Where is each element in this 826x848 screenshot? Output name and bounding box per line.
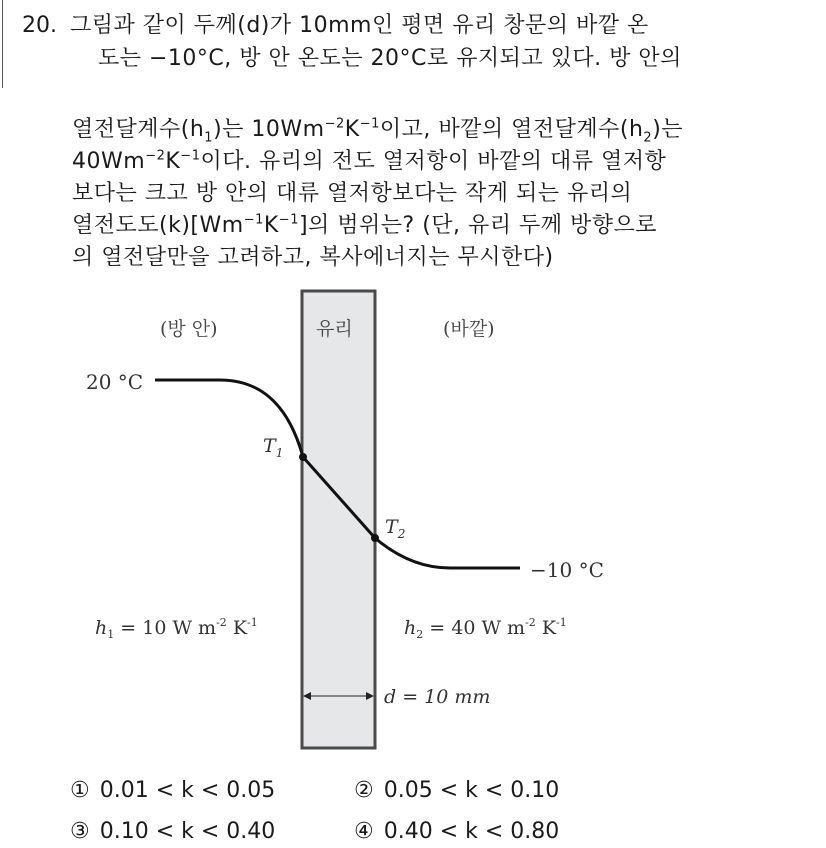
h2-unit-k: K (535, 617, 557, 639)
h1-value: = 10 W m (114, 617, 217, 639)
t2-label (385, 516, 405, 541)
text-segment: 이다. 유리의 전도 열저항이 바깥의 대류 열저항 (200, 149, 667, 174)
question-line-5: 보다는 크고 방 안의 대류 열저항보다는 작게 되는 유리의 (72, 181, 633, 206)
text-segment: K (263, 213, 279, 238)
superscript: −1 (180, 148, 201, 164)
question-line-2: 도는 −10°C, 방 안 온도는 20°C로 유지되고 있다. 방 안의 (98, 46, 682, 71)
h1-subscript: 1 (107, 628, 115, 641)
choice-3-text: 0.10 < k < 0.40 (99, 819, 276, 844)
t2-subscript: 2 (397, 527, 406, 541)
question-number: 20. (22, 13, 57, 38)
t1-subscript: 1 (275, 446, 284, 460)
superscript: −2 (324, 116, 345, 132)
text-segment: 열전도도(k)[Wm (72, 213, 244, 238)
h2-subscript: 2 (416, 628, 424, 641)
text-segment: ]의 범위는? (단, 유리 두께 방향으로 (298, 213, 658, 238)
t2-symbol: T (385, 516, 398, 538)
choice-1-marker: ① (70, 778, 90, 803)
choice-3[interactable] (70, 818, 275, 846)
superscript: −1 (278, 212, 299, 228)
question-line-1: 그림과 같이 두께(d)가 10mm인 평면 유리 창문의 바깥 온 (70, 13, 649, 38)
t1-symbol: T (263, 435, 276, 457)
h2-value: = 40 W m (423, 617, 526, 639)
text-segment: )는 (652, 117, 684, 142)
t2-point (371, 534, 379, 542)
h2-label (404, 616, 567, 641)
thickness-label: d = 10 mm (384, 686, 491, 708)
h2-exponent: -2 (525, 616, 536, 629)
text-segment: 열전달계수(h (72, 117, 205, 142)
label-outside: (바깥) (443, 318, 495, 340)
choice-1-text: 0.01 < k < 0.05 (99, 778, 276, 803)
choice-2-text: 0.05 < k < 0.10 (383, 778, 560, 803)
superscript: −1 (243, 212, 264, 228)
h1-label (95, 616, 258, 641)
text-segment: K (344, 117, 360, 142)
h2-symbol: h (404, 617, 417, 639)
t1-point (299, 453, 307, 461)
h1-symbol: h (95, 617, 108, 639)
subscript: 2 (643, 130, 653, 146)
subscript: 1 (204, 130, 214, 146)
superscript: −2 (145, 148, 166, 164)
h2-exponent-k: -1 (556, 616, 567, 629)
text-segment: )는 10Wm (213, 117, 325, 142)
h1-exponent: -2 (216, 616, 227, 629)
text-segment: 이고, 바깥의 열전달계수(h (379, 117, 644, 142)
label-inside-room: (방 안) (160, 318, 218, 340)
choice-3-marker: ③ (70, 819, 90, 844)
temp-inside-label: 20 °C (86, 370, 144, 394)
choice-1[interactable] (70, 777, 275, 805)
glass-pane (302, 291, 375, 748)
text-segment: 40Wm (72, 149, 146, 174)
t1-label (263, 435, 283, 460)
temp-outside-label: −10 °C (530, 558, 604, 582)
choice-2-marker: ② (354, 778, 374, 803)
question-line-7: 의 열전달만을 고려하고, 복사에너지는 무시한다) (72, 245, 554, 270)
choice-2[interactable] (354, 777, 559, 805)
choice-4-text: 0.40 < k < 0.80 (383, 819, 560, 844)
h1-exponent-k: -1 (247, 616, 258, 629)
superscript: −1 (359, 116, 380, 132)
label-glass: 유리 (316, 318, 353, 340)
choice-4[interactable] (354, 818, 559, 846)
h1-unit-k: K (226, 617, 248, 639)
text-segment: K (165, 149, 181, 174)
choice-4-marker: ④ (354, 819, 374, 844)
